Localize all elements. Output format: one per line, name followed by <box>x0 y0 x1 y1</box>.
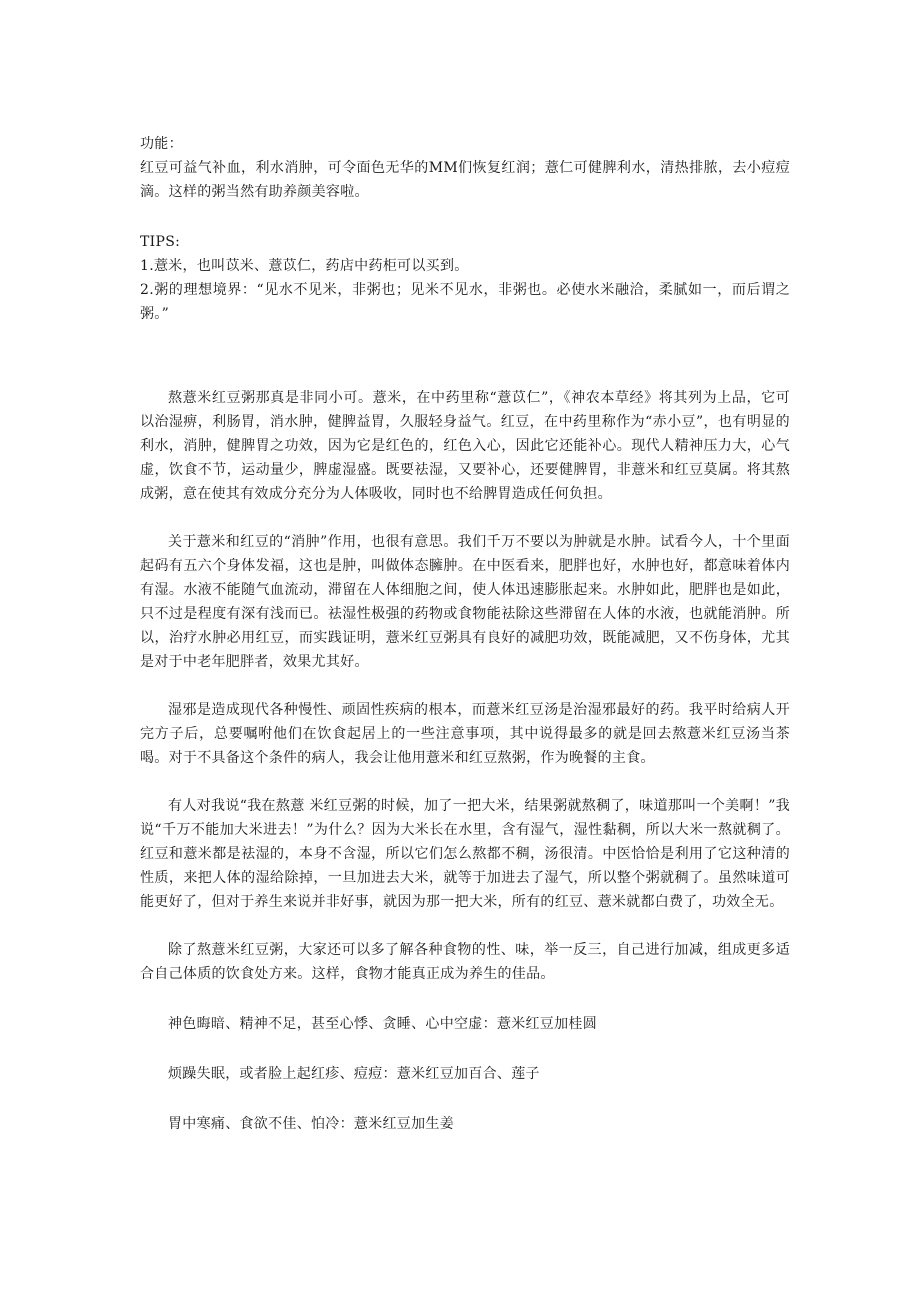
article-paragraph: 有人对我说“我在熬薏 米红豆粥的时候，加了一把大米，结果粥就熬稠了，味道那叫一个美啊！”我说“千万不能加大米进去！”为什么？因为大米长在水里，含有湿气，湿性黏稠，所以大米一熬就稠了。红豆和薏米都是祛湿的，本身不含湿，所以它们怎么熬都不稠，汤很清。中医恰恰是利用了它这种清的性质，来把人体的湿给除掉，一旦加进去大米，就等于加进去了湿气，所以整个粥就稠了。虽然味道可能更好了，但对于养生来说并非好事，就因为那一把大米，所有的红豆、薏米就都白费了，功效全无。 <box>140 798 790 910</box>
recipe-line: 烦躁失眠，或者脸上起红疹、痘痘：薏米红豆加百合、莲子 <box>168 1066 540 1082</box>
article-paragraph: 湿邪是造成现代各种慢性、顽固性疾病的根本，而薏米红豆汤是治湿邪最好的药。我平时给病人开完方子后，总要嘱咐他们在饮食起居上的一些注意事项，其中说得最多的就是回去熬薏米红豆汤当茶喝。对于不具备这个条件的病人，我会让他用薏米和红豆熬粥，作为晚餐的主食。 <box>140 702 790 766</box>
recipe-line: 神色晦暗、精神不足，甚至心悸、贪睡、心中空虚：薏米红豆加桂圆 <box>168 1016 597 1032</box>
tips-heading: TIPS: <box>140 234 181 250</box>
function-text: 红豆可益气补血，利水消肿，可令面色无华的MM们恢复红润；薏仁可健脾利水，清热排脓，去小痘痘滴。这样的粥当然有助养颜美容啦。 <box>140 160 790 200</box>
article-paragraph: 熬薏米红豆粥那真是非同小可。薏米，在中药里称“薏苡仁”，《神农本草经》将其列为上品，它可以治湿痹，利肠胃，消水肿，健脾益胃，久服轻身益气。红豆，在中药里称作为“赤小豆”，也有明显的利水，消肿，健脾胃之功效，因为它是红色的，红色入心，因此它还能补心。现代人精神压力大，心气虚，饮食不节，运动量少，脾虚湿盛。既要祛湿，又要补心，还要健脾胃，非薏米和红豆莫属。将其熬成粥，意在使其有效成分充分为人体吸收，同时也不给脾胃造成任何负担。 <box>140 390 790 502</box>
document-page <box>140 132 790 1136</box>
function-heading: 功能： <box>140 136 183 152</box>
tips-item: 1.薏米，也叫苡米、薏苡仁，药店中药柜可以买到。 <box>140 258 469 274</box>
tips-item: 2.粥的理想境界：“见水不见米，非粥也；见米不见水，非粥也。必使水米融洽，柔腻如一，而后谓之粥。” <box>140 282 790 322</box>
article-paragraph: 除了熬薏米红豆粥，大家还可以多了解各种食物的性、味，举一反三，自己进行加减，组成更多适合自己体质的饮食处方来。这样，食物才能真正成为养生的佳品。 <box>140 942 790 982</box>
recipe-line: 胃中寒痛、食欲不佳、怕冷：薏米红豆加生姜 <box>168 1116 454 1132</box>
article-paragraph: 关于薏米和红豆的“消肿”作用，也很有意思。我们千万不要以为肿就是水肿。试看今人，十个里面起码有五六个身体发福，这也是肿，叫做体态臃肿。在中医看来，肥胖也好，水肿也好，都意味着体内有湿。水液不能随气血流动，滞留在人体细胞之间，使人体迅速膨胀起来。水肿如此，肥胖也是如此，只不过是程度有深有浅而已。祛湿性极强的药物或食物能祛除这些滞留在人体的水液，也就能消肿。所以，治疗水肿必用红豆，而实践证明，薏米红豆粥具有良好的减肥功效，既能减肥，又不伤身体，尤其是对于中老年肥胖者，效果尤其好。 <box>140 534 790 670</box>
